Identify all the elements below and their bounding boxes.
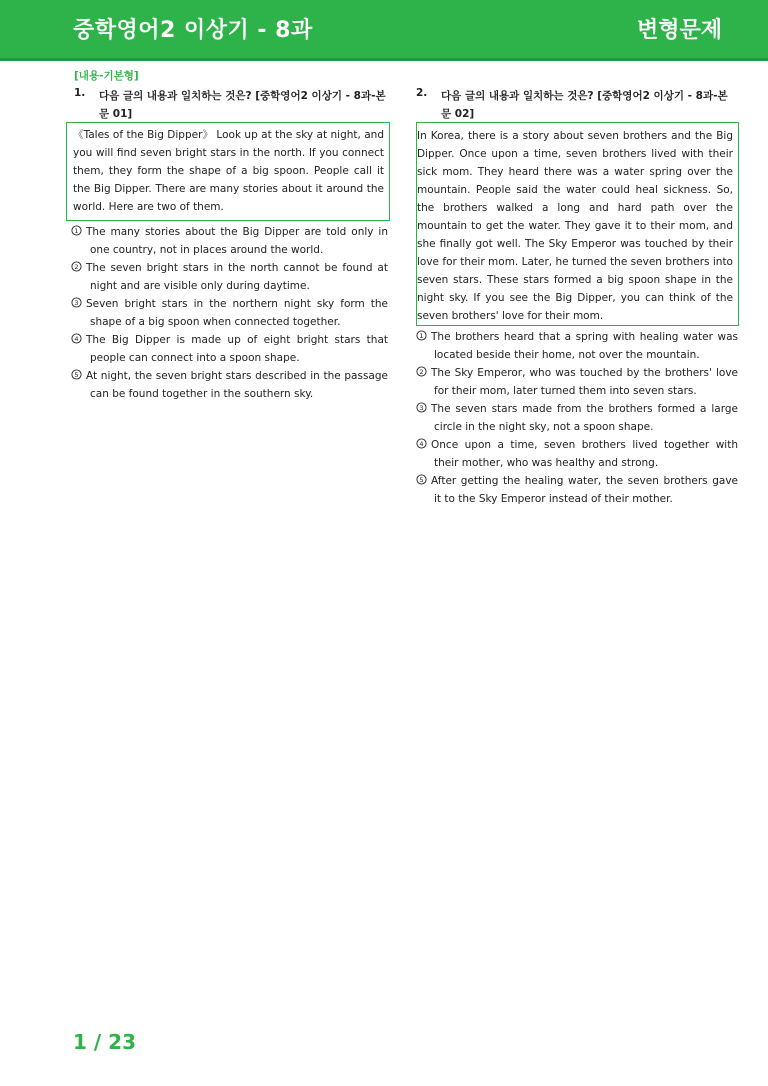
circled-number-icon <box>416 330 431 341</box>
header-bar <box>0 0 768 61</box>
choice-list <box>416 328 740 508</box>
question-1 <box>66 84 390 403</box>
choice-text: The Sky Emperor, who was touched by the brothers' love for their mom, later turned them into seven stars. <box>431 367 738 397</box>
choice-5[interactable] <box>416 472 740 508</box>
circled-number-icon <box>416 366 431 377</box>
choice-3[interactable] <box>416 400 740 436</box>
choice-text: Seven bright stars in the northern night sky form the shape of a big spoon when connected together. <box>86 298 388 328</box>
choice-1[interactable] <box>416 328 740 364</box>
choice-list <box>66 223 390 403</box>
choice-text: The Big Dipper is made up of eight bright stars that people can connect into a spoon shape. <box>86 334 388 364</box>
circled-number-icon <box>416 402 431 413</box>
passage-box: 《Tales of the Big Dipper》 Look up at the sky at night, and you will find seven bright stars in the north. If you connect them, they form the shape of a big spoon. People call it the Big Dipper. There are many stories about it around the world. Here are two of them. <box>66 122 390 221</box>
passage-box: In Korea, there is a story about seven brothers and the Big Dipper. Once upon a time, seven brothers lived with their sick mom. They heard there was a water spring over the mountain. People said the water could heal sickness. So, the brothers walked a long and hard path over the mountain to get the water. They gave it to their mom, and she finally got well. The Sky Emperor was touched by their love for their mom. Later, he turned the seven brothers into seven stars. These stars formed a big spoon shape in the night sky. If you see the Big Dipper, you can think of the seven brothers' love for their mom. <box>416 122 739 326</box>
category-label: [내용-기본형] <box>74 70 139 82</box>
svg-text:5: 5 <box>419 476 424 484</box>
circled-number-icon <box>71 261 86 272</box>
choice-text: Once upon a time, seven brothers lived together with their mother, who was healthy and strong. <box>431 439 738 469</box>
choice-3[interactable] <box>64 295 390 331</box>
choice-text: The brothers heard that a spring with healing water was located beside their home, not over the mountain. <box>431 331 738 361</box>
question-prompt: 다음 글의 내용과 일치하는 것은? [중학영어2 이상기 - 8과-본문 01] <box>99 90 386 120</box>
svg-text:2: 2 <box>74 263 79 271</box>
choice-2[interactable] <box>416 364 740 400</box>
svg-text:4: 4 <box>419 440 424 448</box>
circled-number-icon <box>416 438 431 449</box>
page-title: 중학영어2 이상기 - 8과 <box>73 18 313 43</box>
choice-2[interactable] <box>64 259 390 295</box>
question-2 <box>416 84 740 508</box>
choice-text: The many stories about the Big Dipper are told only in one country, not in places around the world. <box>86 226 388 256</box>
svg-text:3: 3 <box>74 299 79 307</box>
question-header <box>416 84 740 120</box>
svg-text:1: 1 <box>74 227 79 235</box>
choice-4[interactable] <box>64 331 390 367</box>
question-prompt: 다음 글의 내용과 일치하는 것은? [중학영어2 이상기 - 8과-본문 02] <box>441 90 728 120</box>
question-number: 1. <box>74 87 86 99</box>
svg-text:2: 2 <box>419 368 424 376</box>
choice-5[interactable] <box>64 367 390 403</box>
choice-1[interactable] <box>64 223 390 259</box>
svg-text:3: 3 <box>419 404 424 412</box>
choice-text: At night, the seven bright stars described in the passage can be found together in the southern sky. <box>86 370 388 400</box>
circled-number-icon <box>71 297 86 308</box>
question-number: 2. <box>416 87 428 99</box>
circled-number-icon <box>71 225 86 236</box>
choice-text: After getting the healing water, the seven brothers gave it to the Sky Emperor instead of their mother. <box>431 475 738 505</box>
circled-number-icon <box>71 333 86 344</box>
circled-number-icon <box>416 474 431 485</box>
section-label: 변형문제 <box>636 18 722 43</box>
page-number: 1 / 23 <box>73 1030 136 1054</box>
circled-number-icon <box>71 369 86 380</box>
svg-text:5: 5 <box>74 371 79 379</box>
question-header <box>66 84 390 120</box>
choice-text: The seven bright stars in the north cannot be found at night and are visible only during daytime. <box>86 262 388 292</box>
svg-text:1: 1 <box>419 332 424 340</box>
svg-text:4: 4 <box>74 335 79 343</box>
choice-4[interactable] <box>416 436 740 472</box>
choice-text: The seven stars made from the brothers formed a large circle in the night sky, not a spoon shape. <box>431 403 738 433</box>
